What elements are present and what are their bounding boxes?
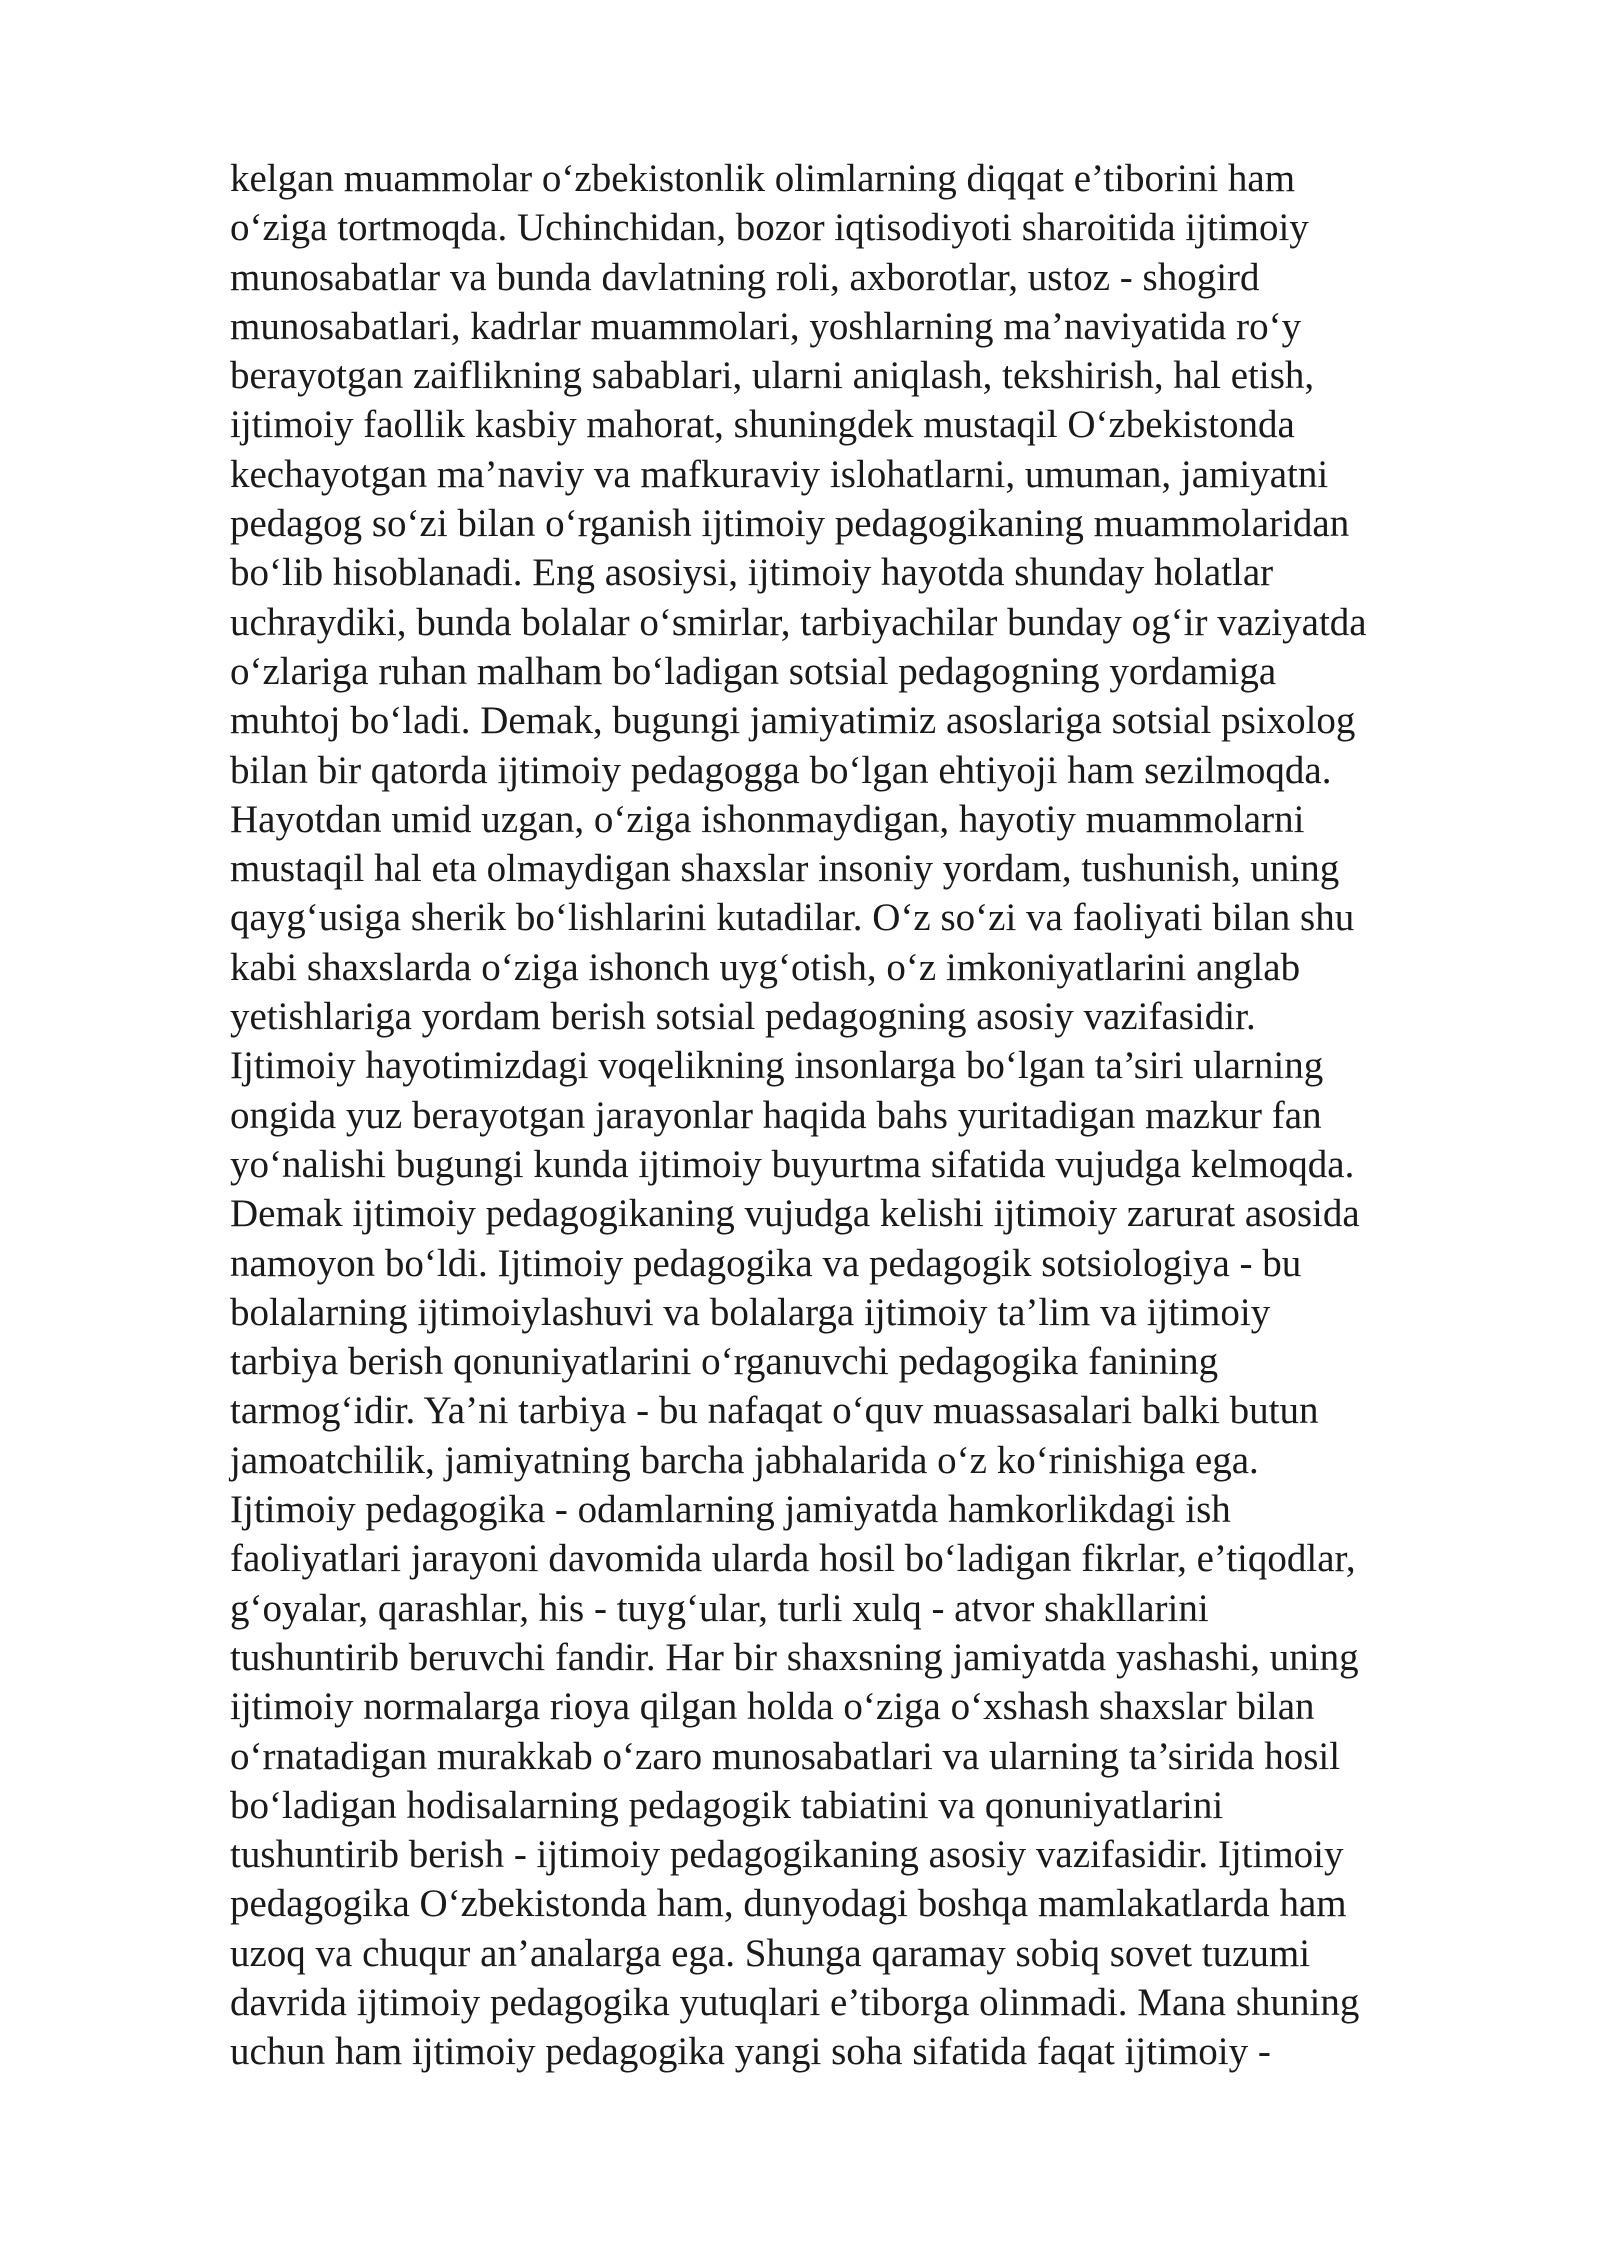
text-line: tarbiya berish qonuniyatlarini o‘rganuvchi pedagogika fanining: [230, 1340, 1219, 1384]
text-line: kechayotgan ma’naviy va mafkuraviy islohatlarni, umuman, jamiyatni: [230, 452, 1329, 496]
text-line: jamoatchilik, jamiyatning barcha jabhalarida o‘z ko‘rinishiga ega.: [230, 1438, 1259, 1482]
text-line: yo‘nalishi bugungi kunda ijtimoiy buyurtma sifatida vujudga kelmoqda.: [230, 1142, 1355, 1186]
text-line: namoyon bo‘ldi. Ijtimoiy pedagogika va pedagogik sotsiologiya - bu: [230, 1241, 1302, 1285]
text-line: Hayotdan umid uzgan, o‘ziga ishonmaydigan, hayotiy muammolarni: [230, 797, 1305, 841]
text-line: mustaqil hal eta olmaydigan shaxslar insoniy yordam, tushunish, uning: [230, 847, 1340, 891]
text-line: bo‘lib hisoblanadi. Eng asosiysi, ijtimoiy hayotda shunday holatlar: [230, 551, 1274, 595]
body-text: [230, 154, 1530, 2077]
text-line: muhtoj bo‘ladi. Demak, bugungi jamiyatimiz asoslariga sotsial psixolog: [230, 699, 1356, 743]
text-line: o‘zlariga ruhan malham bo‘ladigan sotsial pedagogning yordamiga: [230, 649, 1277, 693]
text-line: Demak ijtimoiy pedagogikaning vujudga kelishi ijtimoiy zarurat asosida: [230, 1192, 1360, 1236]
text-line: Ijtimoiy pedagogika - odamlarning jamiyatda hamkorlikdagi ish: [230, 1488, 1231, 1532]
text-line: ijtimoiy normalarga rioya qilgan holda o‘ziga o‘xshash shaxslar bilan: [230, 1685, 1315, 1729]
text-line: yetishlariga yordam berish sotsial pedagogning asosiy vazifasidir.: [230, 995, 1256, 1039]
text-line: bo‘ladigan hodisalarning pedagogik tabiatini va qonuniyatlarini: [230, 1783, 1224, 1827]
text-line: g‘oyalar, qarashlar, his - tuyg‘ular, turli xulq - atvor shakllarini: [230, 1586, 1209, 1630]
text-line: uchun ham ijtimoiy pedagogika yangi soha sifatida faqat ijtimoiy -: [230, 2030, 1271, 2074]
text-line: ijtimoiy faollik kasbiy mahorat, shuningdek mustaqil O‘zbekistonda: [230, 403, 1295, 447]
text-line: kelgan muammolar o‘zbekistonlik olimlarning diqqat e’tiborini ham: [230, 157, 1296, 200]
text-line: tarmog‘idir. Ya’ni tarbiya - bu nafaqat o‘quv muassasalari balki butun: [230, 1389, 1319, 1433]
text-line: bilan bir qatorda ijtimoiy pedagogga bo‘lgan ehtiyoji ham sezilmoqda.: [230, 748, 1332, 792]
text-line: bolalarning ijtimoiylashuvi va bolalarga ijtimoiy ta’lim va ijtimoiy: [230, 1290, 1271, 1334]
text-line: munosabatlari, kadrlar muammolari, yoshlarning ma’naviyatida ro‘y: [230, 304, 1302, 348]
text-line: munosabatlar va bunda davlatning roli, axborotlar, ustoz - shogird: [230, 255, 1260, 299]
text-line: uzoq va chuqur an’analarga ega. Shunga qaramay sobiq sovet tuzumi: [230, 1931, 1311, 1975]
text-line: kabi shaxslarda o‘ziga ishonch uyg‘otish, o‘z imkoniyatlarini anglab: [230, 945, 1301, 989]
text-line: pedagogika O‘zbekistonda ham, dunyodagi boshqa mamlakatlarda ham: [230, 1882, 1347, 1926]
text-line: ongida yuz berayotgan jarayonlar haqida bahs yuritadigan mazkur fan: [230, 1093, 1322, 1137]
text-line: pedagog so‘zi bilan o‘rganish ijtimoiy pedagogikaning muammolaridan: [230, 502, 1350, 546]
text-line: tushuntirib beruvchi fandir. Har bir shaxsning jamiyatda yashashi, uning: [230, 1635, 1359, 1679]
text-line: faoliyatlari jarayoni davomida ularda hosil bo‘ladigan fikrlar, e’tiqodlar,: [230, 1537, 1356, 1581]
text-line: o‘rnatadigan murakkab o‘zaro munosabatlari va ularning ta’sirida hosil: [230, 1734, 1341, 1778]
text-line: tushuntirib berish - ijtimoiy pedagogikaning asosiy vazifasidir. Ijtimoiy: [230, 1833, 1344, 1877]
text-line: o‘ziga tortmoqda. Uchinchidan, bozor iqtisodiyoti sharoitida ijtimoiy: [230, 206, 1309, 250]
text-line: Ijtimoiy hayotimizdagi voqelikning insonlarga bo‘lgan ta’siri ularning: [230, 1044, 1324, 1088]
text-line: davrida ijtimoiy pedagogika yutuqlari e’tiborga olinmadi. Mana shuning: [230, 1980, 1360, 2024]
text-line: qayg‘usiga sherik bo‘lishlarini kutadilar. O‘z so‘zi va faoliyati bilan shu: [230, 896, 1355, 940]
text-line: uchraydiki, bunda bolalar o‘smirlar, tarbiyachilar bunday og‘ir vaziyatda: [230, 600, 1367, 644]
text-line: berayotgan zaiflikning sabablari, ularni aniqlash, tekshirish, hal etish,: [230, 354, 1315, 398]
